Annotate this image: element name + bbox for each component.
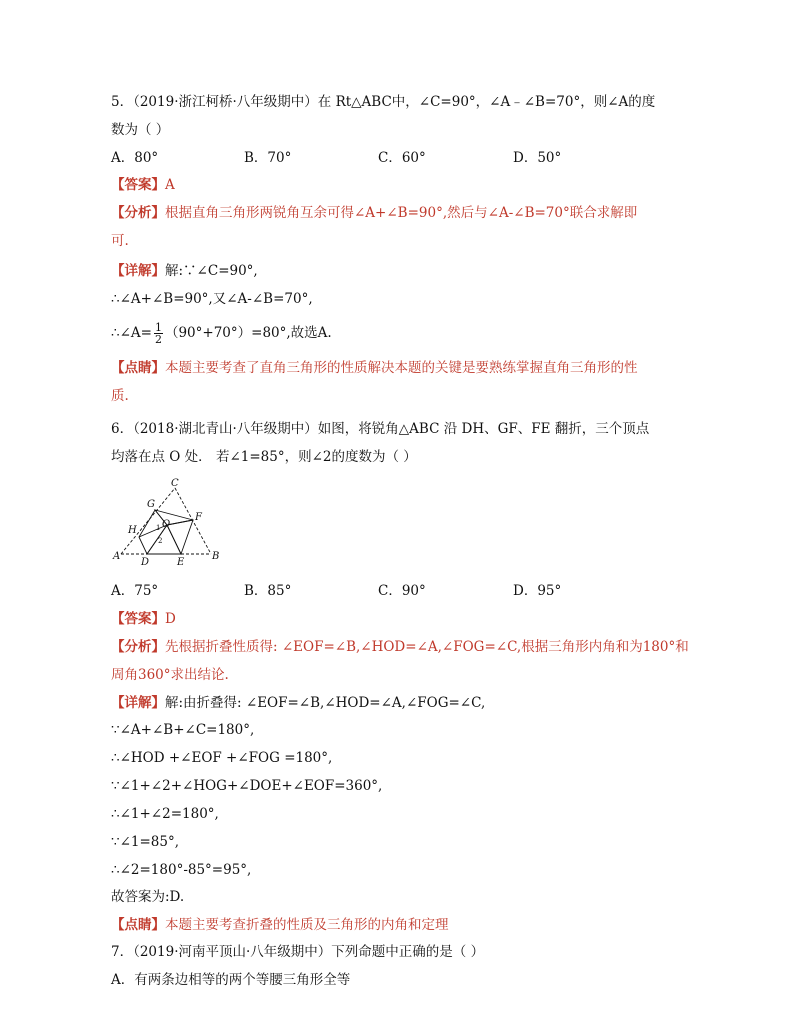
label-e: E (177, 557, 185, 568)
comment-text: 本题主要考查了直角三角形的性质解决本题的关键是要熟练掌握直角三角形的性 (165, 360, 638, 376)
q6-option-c: C．90° (378, 583, 426, 599)
fraction-numerator: 1 (154, 321, 162, 334)
q7-option-a: A．有两条边相等的两个等腰三角形全等 (111, 972, 351, 988)
q6-detail-line5: ∴∠1+∠2=180°, (111, 806, 219, 822)
answer-tag: 【答案】 (111, 611, 165, 627)
comment-tag: 【点睛】 (111, 917, 165, 933)
q5-comment-line1 (111, 359, 638, 377)
detail-tag: 【详解】 (111, 695, 165, 711)
q6-detail-line2: ∵∠A+∠B+∠C=180°, (111, 722, 255, 738)
q6-detail-line7: ∴∠2=180°-85°=95°, (111, 862, 252, 878)
detail-text: 解:∵∠C=90°, (165, 263, 258, 279)
q5-answer (111, 176, 175, 194)
q5-stem-line2: 数为（ ） (111, 122, 170, 138)
q5-stem-line1: 5．（2019·浙江柯桥·八年级期中）在 Rt△ABC中，∠C=90°，∠A﹣∠B=70°，则∠A的度 (111, 94, 656, 110)
q6-options (111, 582, 671, 600)
q7-stem-line1: 7．（2019·河南平顶山·八年级期中）下列命题中正确的是（ ） (111, 944, 485, 960)
q6-detail-line1 (111, 694, 485, 712)
label-d: D (141, 557, 150, 568)
q5-detail-line1 (111, 262, 258, 280)
answer-tag: 【答案】 (111, 177, 165, 193)
q6-analysis-line2: 周角360°求出结论. (111, 667, 229, 683)
q5-option-a: A．80° (111, 150, 159, 166)
comment-tag: 【点睛】 (111, 360, 165, 376)
label-c: C (171, 478, 179, 489)
analysis-text: 先根据折叠性质得: ∠EOF=∠B,∠HOD=∠A,∠FOG=∠C,根据三角形内角和为180°和 (165, 639, 689, 655)
comment-text: 本题主要考查折叠的性质及三角形的内角和定理 (165, 917, 449, 933)
q5-analysis-line1 (111, 204, 637, 222)
label-a: A (113, 551, 121, 562)
analysis-tag: 【分析】 (111, 205, 165, 221)
q6-detail-line4: ∵∠1+∠2+∠HOG+∠DOE+∠EOF=360°, (111, 778, 383, 794)
label-h: H (128, 525, 137, 536)
q6-detail-line6: ∵∠1=85°, (111, 834, 180, 850)
q6-comment-line1 (111, 916, 449, 934)
detail-text: 解:由折叠得: ∠EOF=∠B,∠HOD=∠A,∠FOG=∠C, (165, 695, 486, 711)
label-angle-1: 1 (156, 524, 161, 532)
fraction-denominator: 2 (154, 333, 162, 346)
q5-options (111, 149, 671, 167)
q6-answer (111, 610, 176, 628)
label-angle-2: 2 (158, 537, 163, 545)
folded-triangle-figure (111, 478, 223, 570)
q6-stem-line1: 6．（2018·湖北青山·八年级期中）如图，将锐角△ABC 沿 DH、GF、FE 翻折，三个顶点 (111, 421, 650, 437)
q5-detail-line3 (111, 322, 332, 345)
q6-option-a: A．75° (111, 583, 159, 599)
analysis-text: 根据直角三角形两锐角互余可得∠A+∠B=90°,然后与∠A-∠B=70°联合求解即 (165, 205, 638, 221)
q5-option-d: D．50° (513, 150, 562, 166)
analysis-tag: 【分析】 (111, 639, 165, 655)
q5-option-c: C．60° (378, 150, 426, 166)
q6-stem-line2: 均落在点 O 处． 若∠1=85°，则∠2的度数为（ ） (111, 449, 417, 465)
answer-value: A (165, 177, 175, 193)
q6-analysis-line1 (111, 638, 689, 656)
q5-detail-line2: ∴∠A+∠B=90°,又∠A-∠B=70°, (111, 291, 313, 307)
fraction-one-half (154, 322, 163, 345)
q6-detail-line8: 故答案为:D. (111, 889, 185, 905)
answer-value: D (165, 611, 176, 627)
q6-option-d: D．95° (513, 583, 562, 599)
q5-option-b: B．70° (244, 150, 292, 166)
label-f: F (195, 512, 202, 523)
label-g: G (147, 499, 155, 510)
detail-tag: 【详解】 (111, 263, 165, 279)
detail-prefix: ∴∠A= (111, 325, 152, 341)
q6-detail-line3: ∴∠HOD +∠EOF +∠FOG =180°, (111, 750, 333, 766)
label-b: B (212, 551, 220, 562)
label-o: O (162, 519, 171, 530)
q5-analysis-line2: 可. (111, 233, 129, 249)
q6-option-b: B．85° (244, 583, 292, 599)
detail-suffix: （90°+70°）=80°,故选A. (164, 325, 332, 341)
q5-comment-line2: 质. (111, 388, 129, 404)
